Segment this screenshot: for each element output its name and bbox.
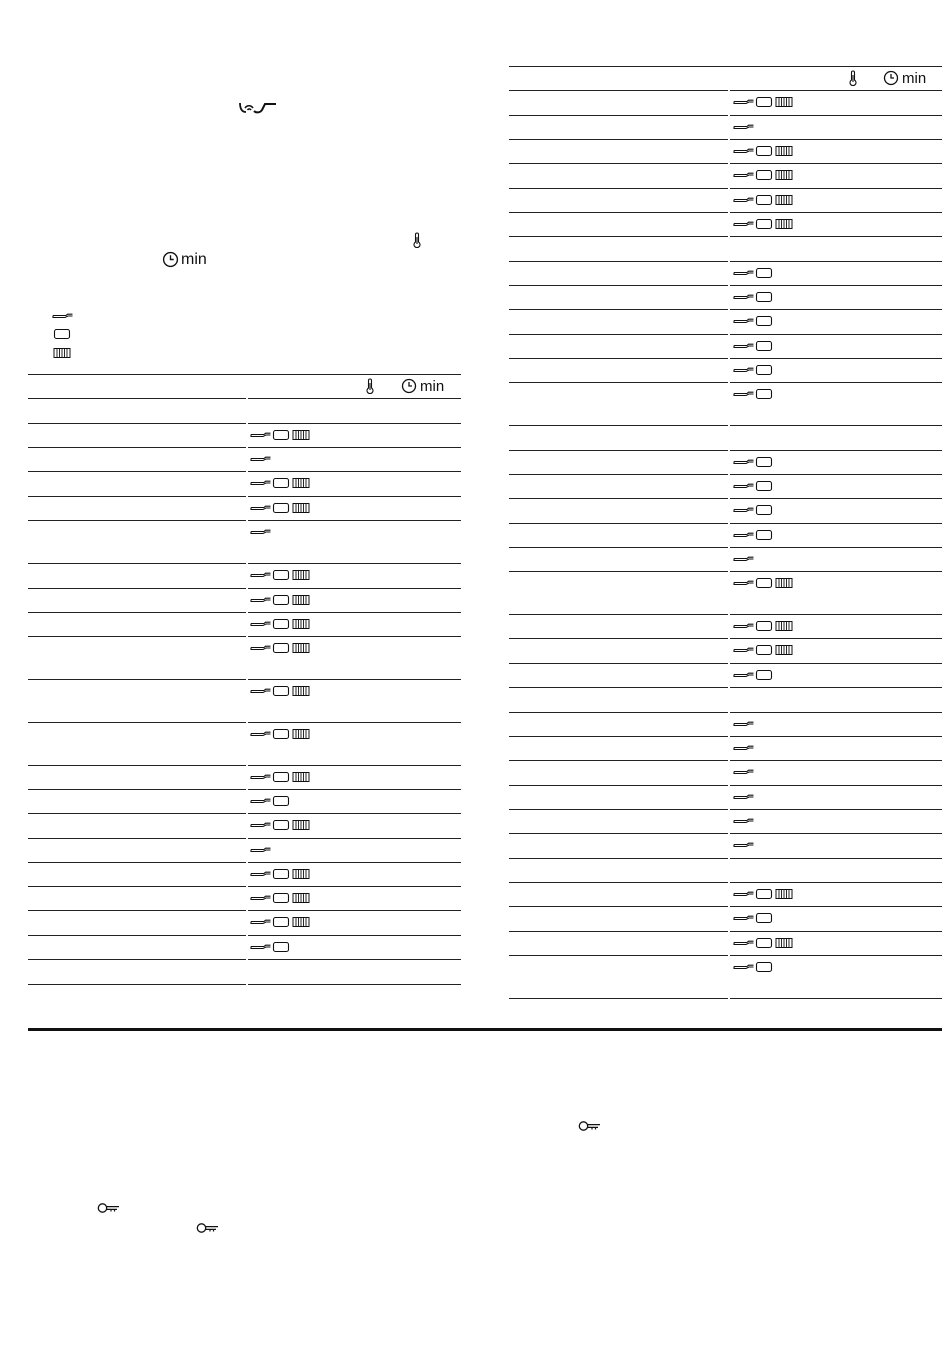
baking-tray-icon <box>755 912 773 924</box>
baking-tray-icon <box>272 941 290 953</box>
baking-tray-icon <box>272 429 290 441</box>
table-row <box>509 212 942 236</box>
table-row <box>509 90 942 115</box>
table-row <box>28 935 461 959</box>
meat-probe-icon <box>733 621 755 631</box>
baking-tray-icon <box>755 644 773 656</box>
table-row <box>28 862 461 886</box>
table-row <box>509 261 942 285</box>
table-row <box>28 563 461 588</box>
baking-tray-icon <box>755 961 773 973</box>
baking-tray-icon <box>755 937 773 949</box>
meat-probe-icon <box>733 146 755 156</box>
baking-tray-icon <box>272 916 290 928</box>
meat-probe-icon <box>733 670 755 680</box>
meat-probe-icon <box>733 292 755 302</box>
baking-tray-icon <box>755 480 773 492</box>
table-row <box>28 520 461 563</box>
grill-rack-icon <box>775 644 793 656</box>
table-row <box>509 712 942 736</box>
table-row <box>509 955 942 998</box>
baking-tray-icon <box>272 892 290 904</box>
baking-tray-icon <box>272 594 290 606</box>
table-row <box>509 785 942 809</box>
table-row <box>28 447 461 471</box>
table-row <box>509 760 942 785</box>
table-row <box>509 858 942 882</box>
table-row <box>509 382 942 425</box>
table-row <box>509 285 942 309</box>
meat-probe-icon <box>250 478 272 488</box>
table-row <box>28 722 461 765</box>
meat-probe-icon <box>250 869 272 879</box>
table-row <box>509 906 942 931</box>
meat-probe-icon <box>733 889 755 899</box>
table-row <box>28 838 461 862</box>
meat-probe-icon <box>733 505 755 515</box>
table-row <box>28 813 461 838</box>
table-row <box>509 663 942 687</box>
grill-rack-icon <box>775 96 793 108</box>
table-row <box>28 886 461 910</box>
grill-rack-icon <box>775 145 793 157</box>
min-label: min <box>902 70 927 87</box>
clock-icon <box>162 251 179 268</box>
meat-probe-icon <box>733 389 755 399</box>
table-row <box>28 910 461 935</box>
childlock-key-icon <box>196 1222 220 1234</box>
table-rule <box>730 998 942 999</box>
meat-probe-icon <box>733 719 755 729</box>
baking-tray-icon <box>755 315 773 327</box>
baking-tray-icon <box>755 218 773 230</box>
baking-tray-icon <box>272 728 290 740</box>
baking-tray-icon <box>272 795 290 807</box>
thermometer-icon <box>413 232 421 248</box>
grill-rack-icon <box>292 502 310 514</box>
table-row <box>509 547 942 571</box>
table-row <box>28 612 461 636</box>
table-row <box>28 398 461 423</box>
baking-tray-icon <box>755 96 773 108</box>
meat-probe-icon <box>733 97 755 107</box>
meat-probe-icon <box>733 816 755 826</box>
childlock-key-icon <box>578 1120 602 1132</box>
table-row <box>509 309 942 334</box>
baking-tray-icon <box>272 685 290 697</box>
clock-icon <box>883 70 899 86</box>
grill-rack-icon <box>775 937 793 949</box>
baking-tray-icon <box>755 267 773 279</box>
table-row <box>509 833 942 858</box>
meat-probe-icon <box>733 767 755 777</box>
table-rule <box>509 998 728 999</box>
baking-tray-icon <box>272 477 290 489</box>
baking-tray-icon <box>755 169 773 181</box>
baking-tray-icon <box>755 529 773 541</box>
min-label: min <box>181 251 207 268</box>
baking-tray-icon <box>755 388 773 400</box>
table-row <box>509 736 942 760</box>
clock-icon <box>401 378 417 394</box>
table-row <box>509 571 942 614</box>
meat-probe-icon <box>250 772 272 782</box>
baking-tray-icon <box>755 504 773 516</box>
grill-rack-icon <box>292 429 310 441</box>
grill-rack-icon <box>775 888 793 900</box>
table-row <box>509 425 942 450</box>
table-row <box>28 496 461 520</box>
table-header <box>509 66 942 90</box>
meat-probe-icon <box>733 530 755 540</box>
grill-rack-icon <box>292 728 310 740</box>
table-header <box>28 374 461 398</box>
meat-probe-icon <box>250 893 272 903</box>
meat-probe-icon <box>733 578 755 588</box>
table-row <box>28 471 461 496</box>
table-row <box>28 636 461 679</box>
grill-rack-icon <box>292 477 310 489</box>
grill-rack-icon <box>775 577 793 589</box>
meat-probe-icon <box>250 796 272 806</box>
meat-probe-icon <box>733 219 755 229</box>
meat-probe-icon <box>250 686 272 696</box>
meat-probe-icon <box>250 845 272 855</box>
meat-probe-icon <box>250 619 272 629</box>
min-label: min <box>420 378 445 395</box>
meat-probe-icon <box>250 643 272 653</box>
meat-probe-icon <box>250 942 272 952</box>
table-row <box>509 163 942 188</box>
meat-probe-icon <box>733 743 755 753</box>
meat-probe-icon <box>250 503 272 513</box>
meat-probe-icon <box>733 341 755 351</box>
baking-tray-icon <box>755 577 773 589</box>
baking-tray-icon <box>755 340 773 352</box>
meat-probe-icon <box>733 554 755 564</box>
meat-probe-icon <box>733 962 755 972</box>
table-row <box>509 498 942 523</box>
grill-rack-icon <box>292 685 310 697</box>
grill-rack-icon <box>292 569 310 581</box>
baking-tray-icon <box>53 328 71 340</box>
table-row <box>28 679 461 722</box>
table-rule <box>248 984 461 985</box>
meat-probe-icon <box>733 170 755 180</box>
meat-probe-icon <box>250 820 272 830</box>
meat-probe-icon <box>250 454 272 464</box>
grill-rack-icon <box>292 892 310 904</box>
baking-tray-icon <box>272 502 290 514</box>
meat-probe-icon <box>733 316 755 326</box>
grill-rack-icon <box>292 868 310 880</box>
grill-rack-icon <box>775 218 793 230</box>
grill-rack-icon <box>775 620 793 632</box>
grill-rack-icon <box>292 819 310 831</box>
section-divider <box>28 1028 942 1031</box>
table-row <box>509 614 942 638</box>
table-row <box>509 523 942 547</box>
table-row <box>28 765 461 789</box>
table-row <box>509 882 942 906</box>
meat-probe-icon <box>733 645 755 655</box>
baking-tray-icon <box>755 888 773 900</box>
table-row <box>509 931 942 955</box>
table-row <box>28 423 461 447</box>
childlock-key-icon <box>97 1202 121 1214</box>
meat-probe-icon <box>733 792 755 802</box>
grill-rack-icon <box>292 771 310 783</box>
table-row <box>509 687 942 712</box>
baking-tray-icon <box>755 620 773 632</box>
table-row <box>509 334 942 358</box>
baking-tray-icon <box>755 145 773 157</box>
meat-probe-icon <box>733 840 755 850</box>
grill-rack-icon <box>775 169 793 181</box>
meat-probe-icon <box>733 268 755 278</box>
table-row <box>509 358 942 382</box>
table-row <box>509 236 942 261</box>
meat-probe-icon <box>733 122 755 132</box>
grill-rack-icon <box>292 916 310 928</box>
table-row <box>28 789 461 813</box>
meat-probe-icon <box>250 917 272 927</box>
meat-probe-icon <box>250 729 272 739</box>
baking-tray-icon <box>755 291 773 303</box>
table-row <box>509 450 942 474</box>
grill-rack-icon <box>292 618 310 630</box>
baking-tray-icon <box>755 456 773 468</box>
grill-rack-icon <box>292 594 310 606</box>
baking-tray-icon <box>755 669 773 681</box>
table-rule <box>28 984 246 985</box>
meat-probe-icon <box>250 527 272 537</box>
baking-tray-icon <box>272 771 290 783</box>
baking-tray-icon <box>272 868 290 880</box>
meat-probe-icon <box>733 481 755 491</box>
baking-tray-icon <box>272 569 290 581</box>
meat-probe-icon <box>250 595 272 605</box>
table-row <box>509 809 942 833</box>
meat-probe-icon <box>733 365 755 375</box>
table-row <box>28 588 461 612</box>
thermometer-icon <box>366 378 374 394</box>
baking-tray-icon <box>755 364 773 376</box>
table-row <box>509 638 942 663</box>
table-row <box>509 188 942 212</box>
meat-probe-icon <box>250 430 272 440</box>
meat-probe-icon <box>250 570 272 580</box>
grill-rack-icon <box>775 194 793 206</box>
meat-probe-icon <box>733 457 755 467</box>
baking-tray-icon <box>272 642 290 654</box>
meat-probe-icon <box>733 913 755 923</box>
meat-probe-icon <box>52 311 74 321</box>
table-row <box>28 959 461 984</box>
thermometer-icon <box>849 70 857 86</box>
grill-rack-icon <box>292 642 310 654</box>
table-row <box>509 474 942 498</box>
grill-rack-icon <box>53 347 71 359</box>
table-row <box>509 139 942 163</box>
baking-tray-icon <box>272 819 290 831</box>
baking-tray-icon <box>755 194 773 206</box>
meat-probe-icon <box>733 938 755 948</box>
remote-start-icon <box>238 100 278 116</box>
meat-probe-icon <box>733 195 755 205</box>
baking-tray-icon <box>272 618 290 630</box>
table-row <box>509 115 942 139</box>
